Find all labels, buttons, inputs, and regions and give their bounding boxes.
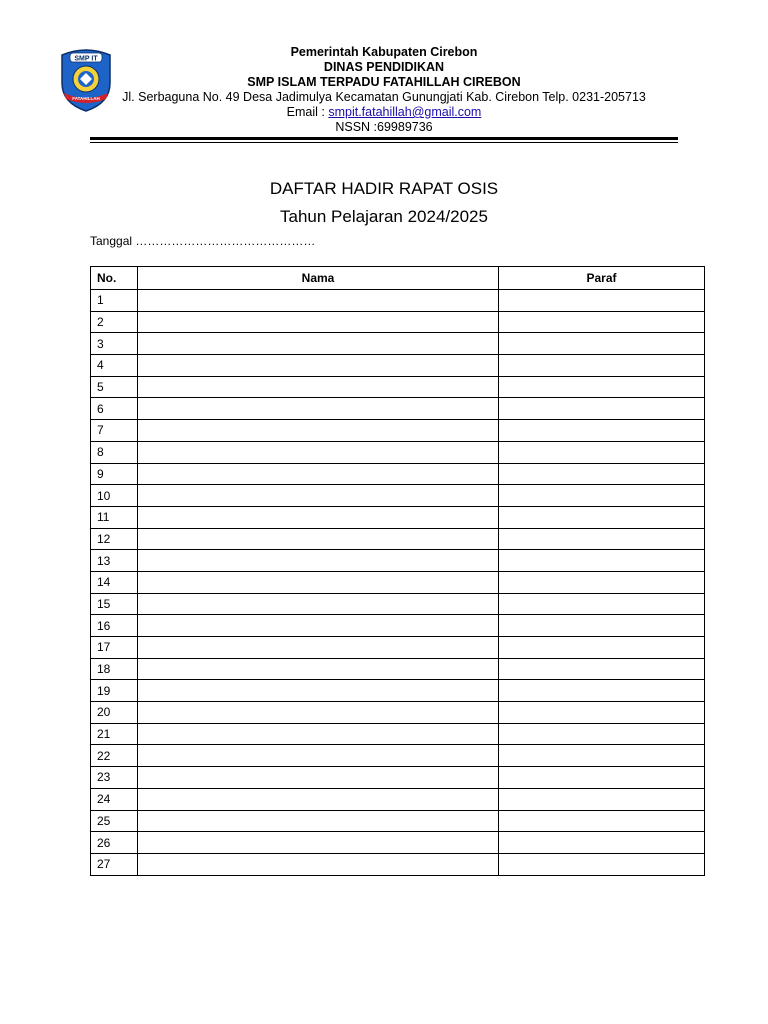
signature-cell[interactable] [499,658,705,680]
row-number: 26 [91,832,138,854]
email-link[interactable]: smpit.fatahillah@gmail.com [328,105,482,119]
name-cell[interactable] [138,767,499,789]
table-row [91,680,705,702]
row-number: 27 [91,853,138,875]
name-cell[interactable] [138,832,499,854]
header-divider-thick [90,137,678,140]
name-cell[interactable] [138,680,499,702]
date-field: Tanggal ……………………………………… [90,234,316,248]
signature-cell[interactable] [499,398,705,420]
row-number: 13 [91,550,138,572]
name-cell[interactable] [138,658,499,680]
row-number: 24 [91,788,138,810]
name-cell[interactable] [138,702,499,724]
row-number: 9 [91,463,138,485]
signature-cell[interactable] [499,853,705,875]
table-row [91,788,705,810]
table-row [91,463,705,485]
table-row [91,745,705,767]
header-no: No. [91,267,138,290]
name-cell[interactable] [138,355,499,377]
table-row [91,550,705,572]
row-number: 17 [91,637,138,659]
row-number: 14 [91,571,138,593]
name-cell[interactable] [138,593,499,615]
header-nama: Nama [138,267,499,290]
table-row [91,723,705,745]
table-row [91,376,705,398]
row-number: 1 [91,290,138,312]
row-number: 2 [91,311,138,333]
name-cell[interactable] [138,571,499,593]
row-number: 15 [91,593,138,615]
signature-cell[interactable] [499,311,705,333]
name-cell[interactable] [138,441,499,463]
crest-ribbon-text: FATAHILLAH [72,96,100,101]
signature-cell[interactable] [499,506,705,528]
row-number: 4 [91,355,138,377]
name-cell[interactable] [138,810,499,832]
signature-cell[interactable] [499,723,705,745]
table-row [91,506,705,528]
table-row [91,702,705,724]
signature-cell[interactable] [499,702,705,724]
name-cell[interactable] [138,398,499,420]
name-cell[interactable] [138,528,499,550]
email-label: Email : [286,105,329,119]
row-number: 12 [91,528,138,550]
name-cell[interactable] [138,723,499,745]
signature-cell[interactable] [499,615,705,637]
name-cell[interactable] [138,788,499,810]
signature-cell[interactable] [499,571,705,593]
signature-cell[interactable] [499,767,705,789]
row-number: 8 [91,441,138,463]
name-cell[interactable] [138,637,499,659]
name-cell[interactable] [138,853,499,875]
header-divider-thin [90,142,678,143]
department-name: DINAS PENDIDIKAN [323,60,445,74]
row-number: 19 [91,680,138,702]
document-title: DAFTAR HADIR RAPAT OSIS [269,179,499,198]
email-line [100,105,668,120]
row-number: 7 [91,420,138,442]
table-row [91,311,705,333]
signature-cell[interactable] [499,550,705,572]
signature-cell[interactable] [499,463,705,485]
row-number: 5 [91,376,138,398]
table-row [91,832,705,854]
crest-top-text: SMP IT [74,55,98,63]
name-cell[interactable] [138,333,499,355]
signature-cell[interactable] [499,528,705,550]
row-number: 6 [91,398,138,420]
name-cell[interactable] [138,485,499,507]
signature-cell[interactable] [499,788,705,810]
signature-cell[interactable] [499,832,705,854]
row-number: 18 [91,658,138,680]
name-cell[interactable] [138,290,499,312]
attendance-table [90,266,705,876]
name-cell[interactable] [138,420,499,442]
school-address: Jl. Serbaguna No. 49 Desa Jadimulya Kecamatan Gunungjati Kab. Cirebon Telp. 0231-205713 [122,90,646,104]
nssn: NSSN :69989736 [335,120,433,134]
table-row [91,853,705,875]
signature-cell[interactable] [499,745,705,767]
table-row [91,637,705,659]
row-number: 25 [91,810,138,832]
table-row [91,355,705,377]
signature-cell[interactable] [499,680,705,702]
table-row [91,485,705,507]
signature-cell[interactable] [499,420,705,442]
row-number: 23 [91,767,138,789]
row-number: 20 [91,702,138,724]
school-name: SMP ISLAM TERPADU FATAHILLAH CIREBON [247,75,521,89]
row-number: 3 [91,333,138,355]
name-cell[interactable] [138,615,499,637]
signature-cell[interactable] [499,355,705,377]
row-number: 10 [91,485,138,507]
table-row [91,420,705,442]
signature-cell[interactable] [499,290,705,312]
table-row [91,615,705,637]
name-cell[interactable] [138,550,499,572]
row-number: 22 [91,745,138,767]
table-row [91,658,705,680]
table-row [91,333,705,355]
row-number: 11 [91,506,138,528]
name-cell[interactable] [138,506,499,528]
table-header-row [91,267,705,290]
table-row [91,441,705,463]
government-name: Pemerintah Kabupaten Cirebon [290,45,478,59]
table-row [91,767,705,789]
signature-cell[interactable] [499,593,705,615]
signature-cell[interactable] [499,376,705,398]
name-cell[interactable] [138,376,499,398]
table-row [91,571,705,593]
signature-cell[interactable] [499,810,705,832]
table-row [91,593,705,615]
letterhead [100,45,668,135]
name-cell[interactable] [138,311,499,333]
row-number: 16 [91,615,138,637]
table-row [91,810,705,832]
table-row [91,528,705,550]
table-row [91,398,705,420]
signature-cell[interactable] [499,441,705,463]
table-row [91,290,705,312]
document-subtitle: Tahun Pelajaran 2024/2025 [280,207,488,226]
signature-cell[interactable] [499,637,705,659]
signature-cell[interactable] [499,333,705,355]
name-cell[interactable] [138,745,499,767]
row-number: 21 [91,723,138,745]
header-paraf: Paraf [499,267,705,290]
signature-cell[interactable] [499,485,705,507]
name-cell[interactable] [138,463,499,485]
